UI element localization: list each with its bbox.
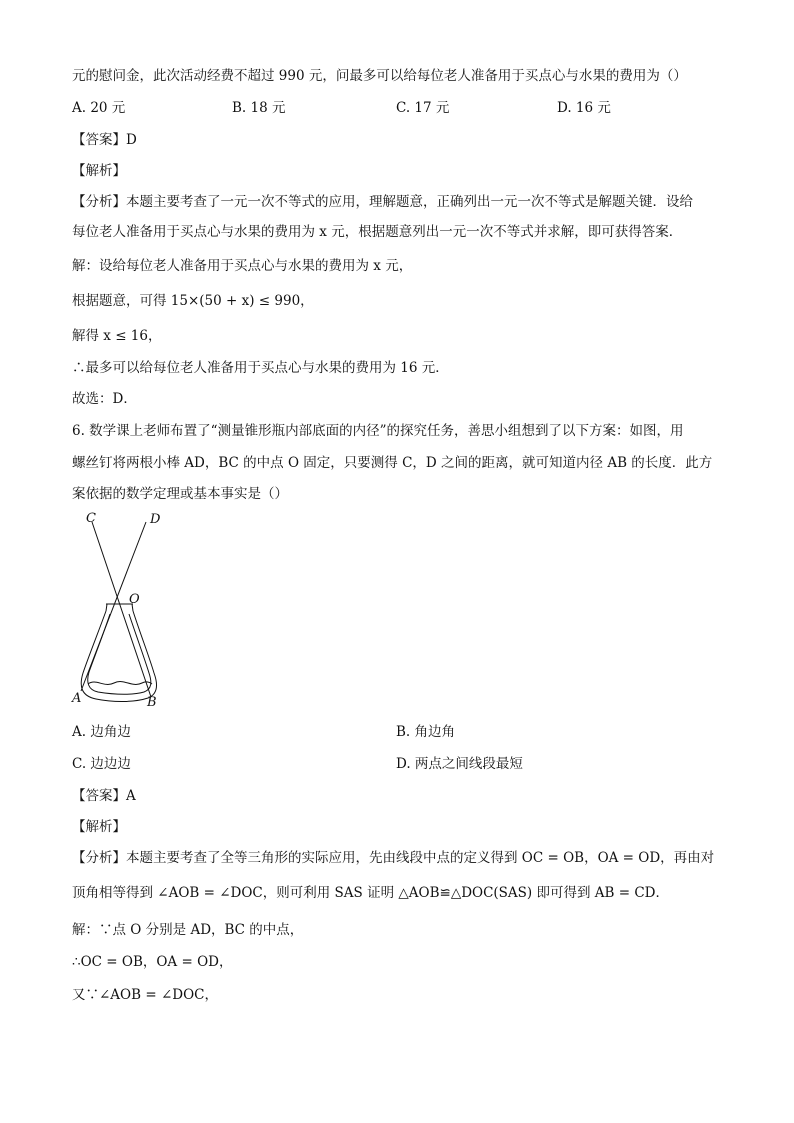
q5-option-d: D. 16 元 xyxy=(557,100,611,116)
q5-analysis-heading: 【解析】 xyxy=(72,163,126,179)
label-a: A xyxy=(72,691,82,706)
q5-solution-line-1: 解：设给每位老人准备用于买点心与水果的费用为 x 元， xyxy=(72,258,413,274)
q5-option-c: C. 17 元 xyxy=(396,100,450,116)
q5-option-b: B. 18 元 xyxy=(232,100,286,116)
q6-option-b: B. 角边角 xyxy=(396,724,456,740)
q6-stem-line-3: 案依据的数学定理或基本事实是（） xyxy=(72,486,288,502)
q6-option-d: D. 两点之间线段最短 xyxy=(396,756,523,772)
q5-analysis-line-2: 每位老人准备用于买点心与水果的费用为 x 元，根据题意列出一元一次不等式并求解，即可获得答案． xyxy=(72,224,683,240)
label-b: B xyxy=(147,695,157,708)
q5-solution-line-3: 解得 x ≤ 16， xyxy=(72,328,162,344)
q5-solution-line-5: 故选：D． xyxy=(72,391,137,407)
q6-flask-figure xyxy=(66,508,176,708)
label-o: O xyxy=(129,592,140,607)
rod-bc xyxy=(92,522,151,697)
q6-stem-line-1: 6. 数学课上老师布置了“测量锥形瓶内部底面的内径”的探究任务，善思小组想到了以下方案：如图，用 xyxy=(72,423,684,439)
q5-analysis-line-1: 【分析】本题主要考查了一元一次不等式的应用，理解题意，正确列出一元一次不等式是解题关键．设给 xyxy=(72,194,693,210)
flask-bottom-wave xyxy=(88,682,152,685)
q5-answer: 【答案】D xyxy=(72,132,137,148)
q6-analysis-line-1: 【分析】本题主要考查了全等三角形的实际应用，先由线段中点的定义得到 OC = OB，OA = OD，再由对 xyxy=(72,850,715,866)
q5-stem-line: 元的慰问金，此次活动经费不超过 990 元，问最多可以给每位老人准备用于买点心与水果的费用为（） xyxy=(72,68,687,84)
q6-stem-line-2: 螺丝钉将两根小棒 AD，BC 的中点 O 固定，只要测得 C，D 之间的距离，就可知道内径 AB 的长度．此方 xyxy=(72,455,713,471)
q6-analysis-heading: 【解析】 xyxy=(72,819,126,835)
q5-option-a: A. 20 元 xyxy=(72,100,126,116)
q5-solution-line-2: 根据题意，可得 15×(50 + x) ≤ 990， xyxy=(72,293,314,309)
q5-solution-line-4: ∴最多可以给每位老人准备用于买点心与水果的费用为 16 元． xyxy=(72,360,449,376)
q6-answer: 【答案】A xyxy=(72,788,136,804)
q6-analysis-line-2: 顶角相等得到 ∠AOB = ∠DOC，则可利用 SAS 证明 △AOB≌△DOC(SAS) 即可得到 AB = CD． xyxy=(72,885,669,901)
q6-solution-line-3: 又∵∠AOB = ∠DOC， xyxy=(72,987,218,1003)
q6-solution-line-2: ∴OC = OB，OA = OD， xyxy=(72,954,233,970)
flask-body-outer xyxy=(81,611,156,702)
q6-option-a: A. 边角边 xyxy=(72,724,131,740)
label-d: D xyxy=(150,512,161,527)
q6-solution-line-1: 解：∵点 O 分别是 AD，BC 的中点， xyxy=(72,922,304,938)
q6-option-c: C. 边边边 xyxy=(72,756,131,772)
label-c: C xyxy=(86,511,96,526)
